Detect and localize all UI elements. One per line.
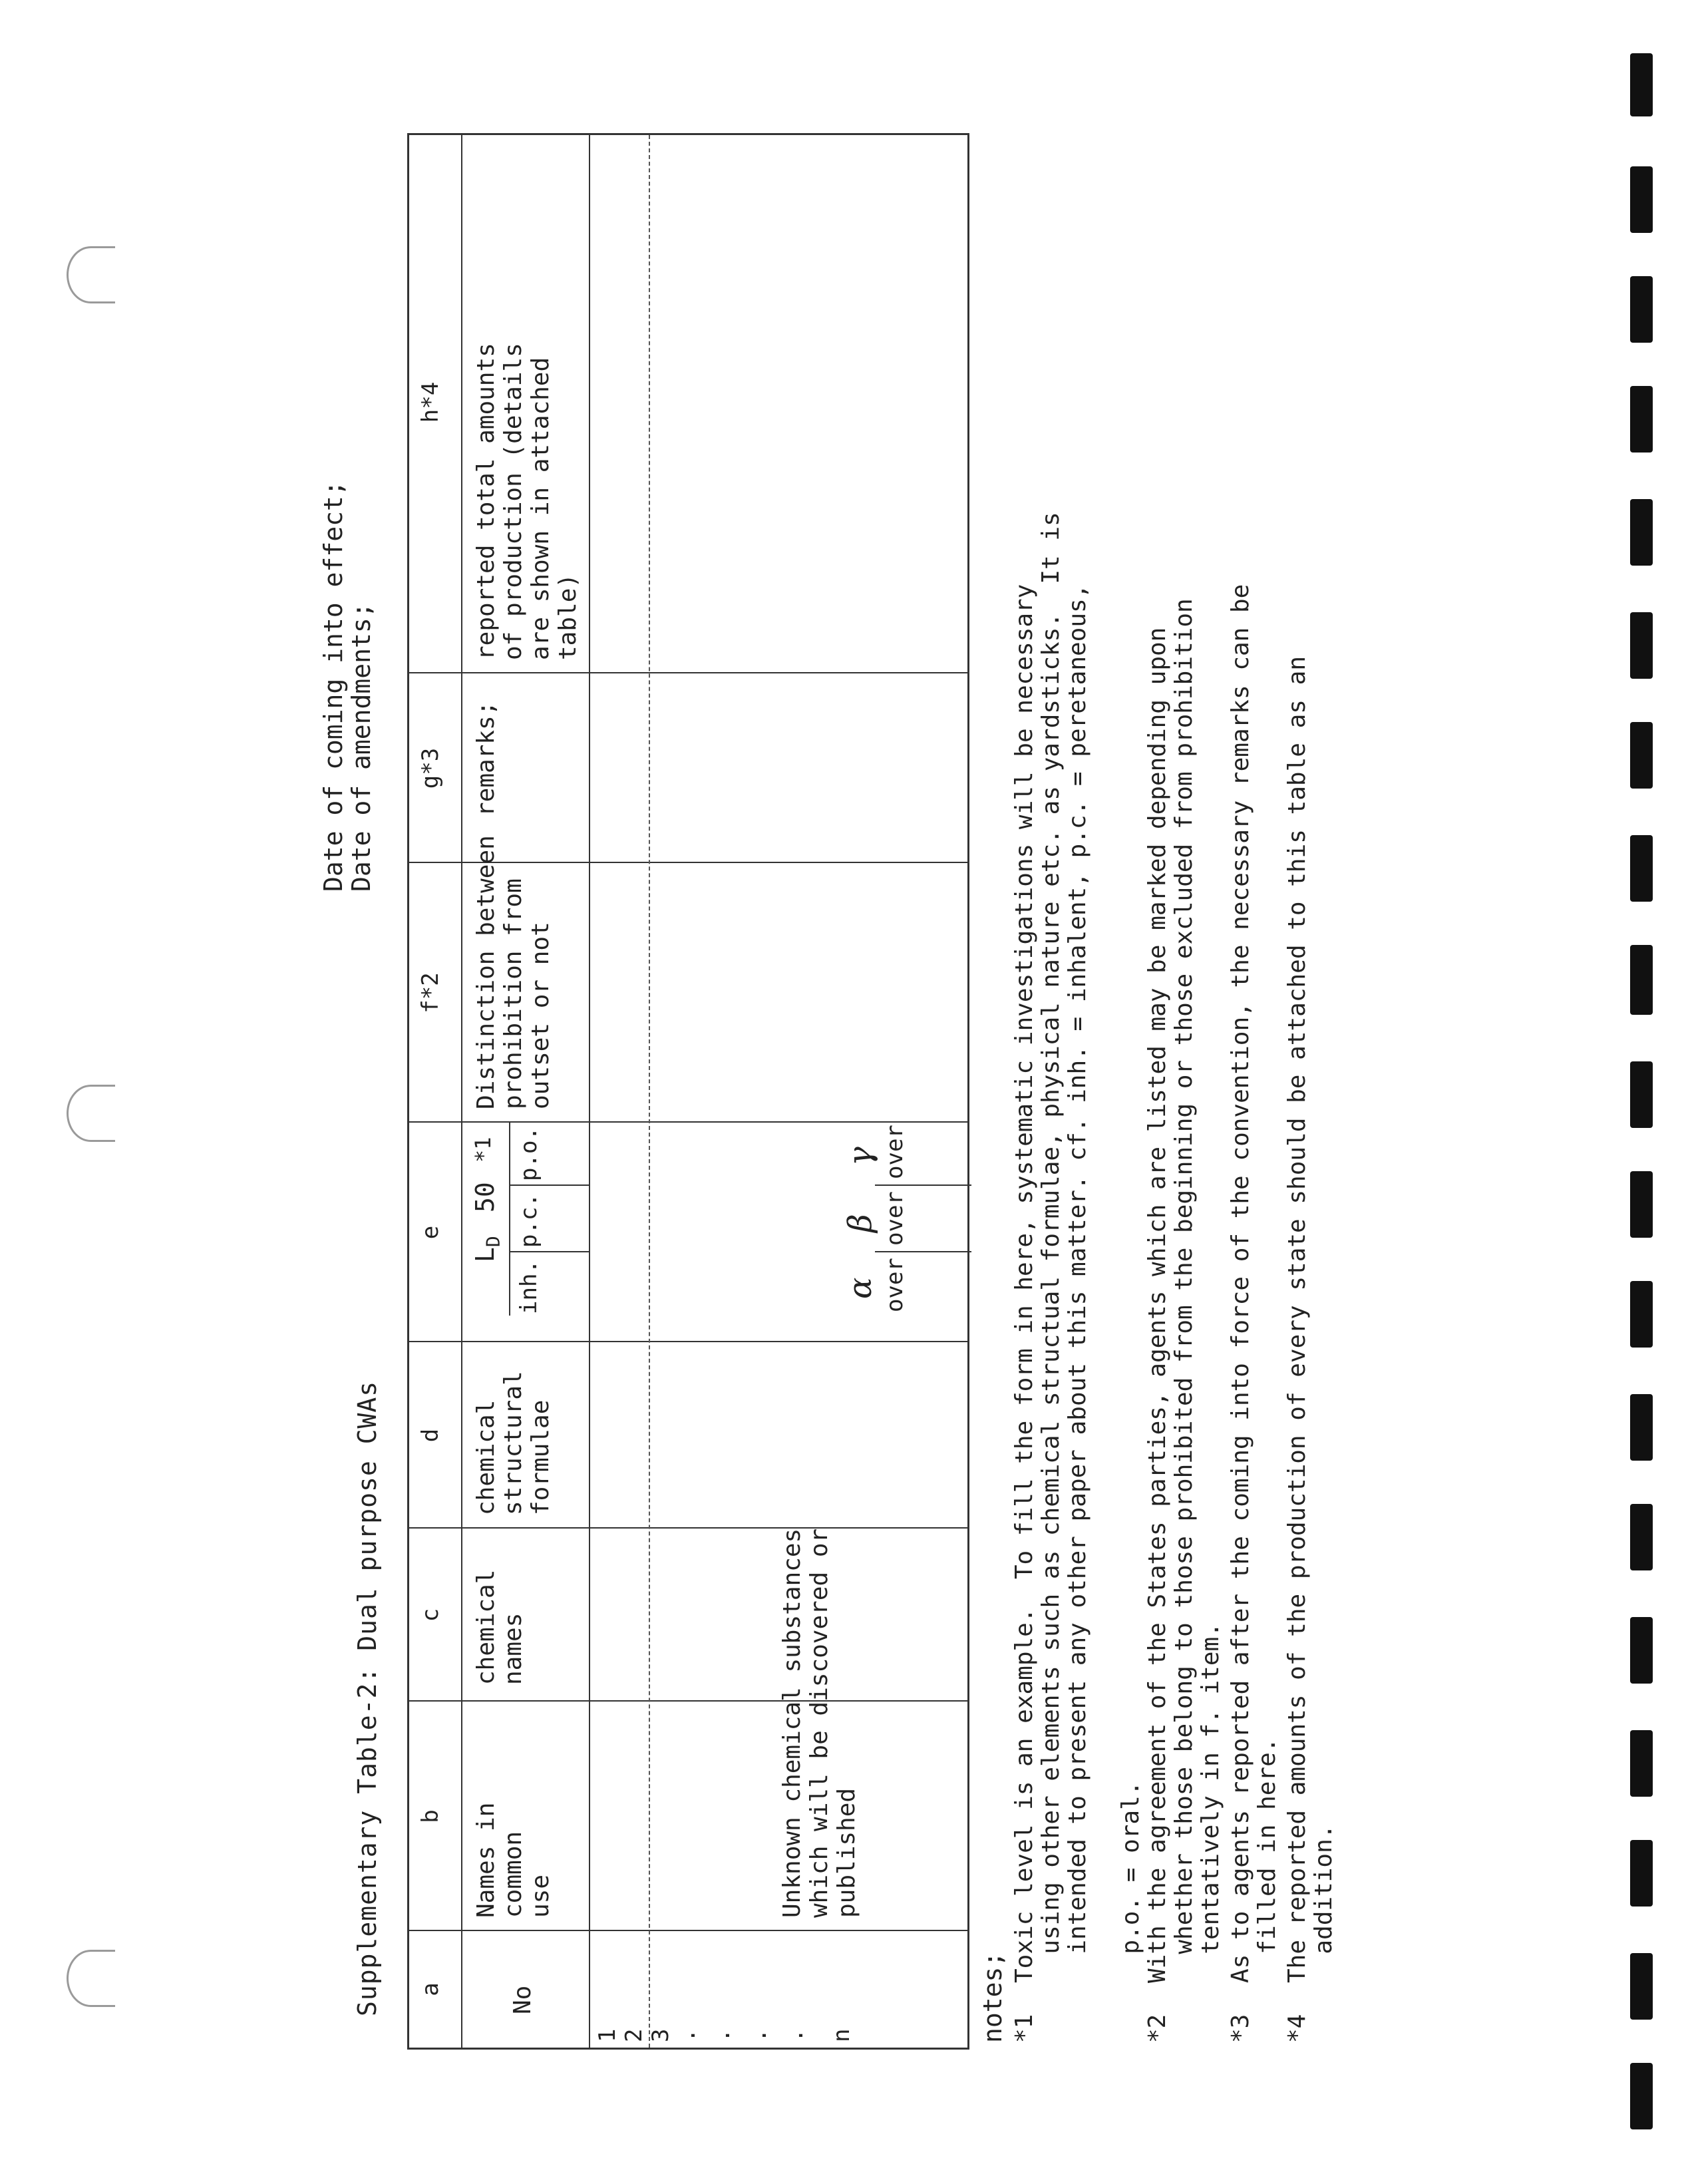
col-letter-b: b	[417, 1809, 444, 1823]
date-of-amendments: Date of amendments;	[347, 602, 376, 892]
ld50-label: $L_D$	[470, 1236, 504, 1262]
note-mark: *1	[1011, 2014, 1038, 2043]
date-coming-into-effect: Date of coming into effect;	[319, 480, 348, 892]
page-title: Supplementary Table-2: Dual purpose CWAs	[353, 1380, 382, 2016]
col-letter-f: f*2	[417, 972, 444, 1013]
gamma-level: γ	[842, 1147, 879, 1166]
note-mark: *2	[1144, 2014, 1171, 2043]
row-number: 3	[647, 2028, 674, 2042]
subcol-po: p.o.	[516, 1127, 542, 1181]
header-remarks: remarks;	[472, 701, 500, 817]
header-chemical-names: chemical names	[472, 1569, 527, 1685]
note-mark: *3	[1227, 2014, 1254, 2043]
header-structural-formulae: chemical structural formulae	[472, 1371, 554, 1515]
over-label: over	[882, 1191, 908, 1246]
col-letter-h: h*4	[417, 381, 444, 423]
unknown-substances-text: Unknown chemical substances which will be discovered or published	[778, 1528, 860, 1918]
subcol-inh: inh.	[516, 1260, 542, 1314]
row-number: 2	[621, 2028, 647, 2042]
header-common-names: Names in common use	[472, 1802, 554, 1918]
row-number: .	[782, 2028, 808, 2042]
beta-level: β	[842, 1214, 879, 1232]
rotated-page	[0, 100, 1337, 2096]
note-text: The reported amounts of the production of every state should be attached to this table as an addition.	[1283, 656, 1337, 1983]
col-letter-e: e	[417, 1225, 444, 1240]
col-letter-c: c	[417, 1608, 444, 1622]
header-reported-amounts: reported total amounts of production (details are shown in attached table)	[472, 343, 582, 660]
alpha-level: α	[842, 1277, 879, 1299]
row-number: .	[674, 2028, 701, 2042]
note-text: As to agents reported after the coming into force of the convention, the necessary remarks can be filled in here.	[1227, 584, 1281, 1983]
notes-heading: notes;	[978, 1951, 1007, 2043]
header-distinction: Distinction between prohibition from outset or not	[472, 835, 554, 1109]
header-no: No	[509, 1985, 536, 2014]
note-mark: *4	[1283, 2014, 1311, 2043]
row-number: .	[709, 2028, 735, 2042]
note-text: Toxic level is an example. To fill the form in here, systematic investigations will be necessary using other elements such as chemical structual formulae, physical nature etc. as yardsticks. It is intended to present any other paper about this matter. cf. inh. = inhalent, p.c. = peretaneous, p.o. = oral.	[1011, 512, 1144, 1983]
col-letter-d: d	[417, 1428, 444, 1443]
note-text: With the agreement of the States parties, agents which are listed may be marked depending upon whether those belong to those prohibited from the beginning or those excluded from prohibition tentatively in f. item.	[1144, 598, 1224, 1983]
col-letter-a: a	[417, 1982, 444, 1996]
row-number: .	[745, 2028, 772, 2042]
row-number: 1	[594, 2028, 621, 2042]
dates-block	[319, 480, 375, 892]
note-ref-1: *1	[470, 1137, 496, 1163]
subcol-pc: p.c.	[516, 1193, 542, 1248]
over-label: over	[882, 1258, 908, 1312]
row-number: n	[828, 2028, 855, 2042]
over-label: over	[882, 1125, 908, 1179]
ld50-number: 50	[470, 1182, 500, 1212]
col-letter-g: g*3	[417, 747, 444, 789]
cwa-table	[407, 133, 969, 2050]
break-wave	[409, 131, 971, 2048]
